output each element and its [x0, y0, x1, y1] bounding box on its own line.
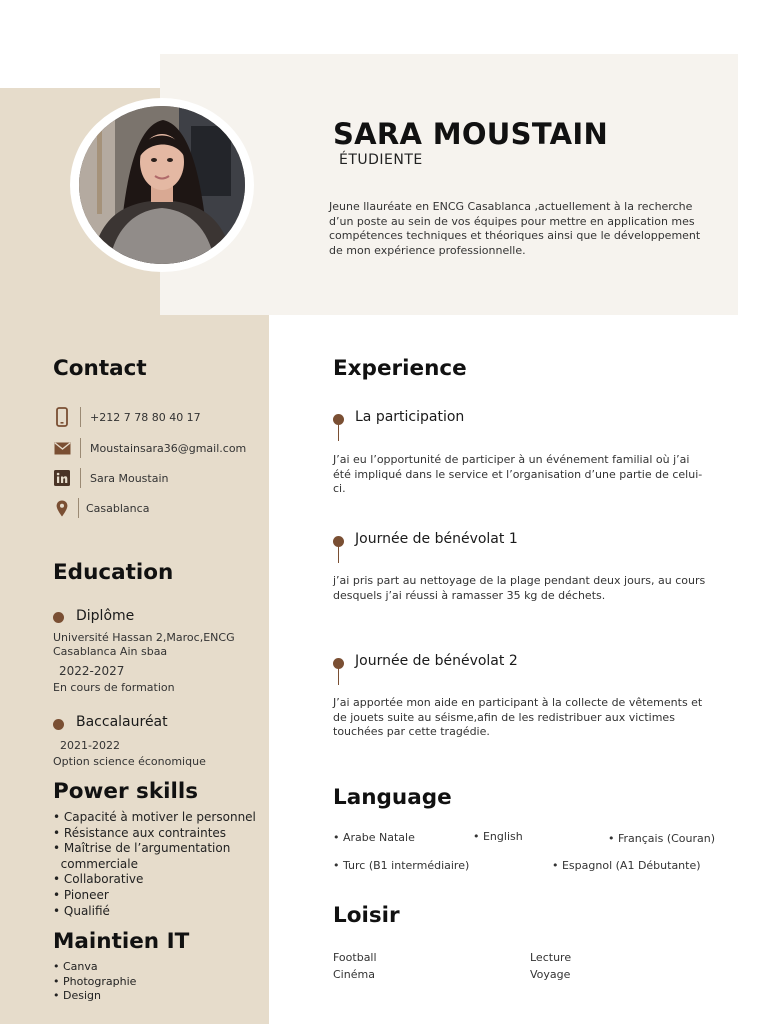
contact-divider — [78, 498, 79, 518]
experience-heading: Experience — [333, 356, 467, 381]
bullet-dot — [53, 719, 64, 730]
education-note: Option science économique — [53, 755, 206, 768]
hobby-item: Voyage — [530, 968, 571, 981]
language-item: • Français (Couran) — [608, 832, 716, 845]
list-item: • Résistance aux contraintes — [53, 825, 227, 840]
contact-linkedin-text: Sara Moustain — [90, 471, 169, 485]
profile-summary: Jeune llauréate en ENCG Casablanca ,actuellement à la recherche d’un poste au sein de vos équipes pour mettre en application mes compétences techniques et théoriques ainsi que le développement de mon expérience professionnelle. — [329, 200, 701, 257]
education-note: En cours de formation — [53, 681, 175, 694]
experience-item-description: j’ai pris part au nettoyage de la plage pendant deux jours, au cours desquels j’ai réussi à ramasser 35 kg de déchets. — [333, 574, 706, 602]
education-item-title: Baccalauréat — [76, 714, 168, 730]
phone-icon — [53, 407, 71, 427]
hobby-item: Cinéma — [333, 968, 375, 981]
contact-linkedin-row — [53, 467, 169, 489]
hobby-item: Lecture — [530, 951, 572, 964]
contact-divider — [80, 407, 81, 427]
maintien-it-heading: Maintien IT — [53, 929, 190, 954]
education-item-title: Diplôme — [76, 608, 135, 624]
loisir-heading: Loisir — [333, 903, 400, 928]
role-subtitle: ÉTUDIENTE — [339, 152, 423, 168]
education-years: 2021-2022 — [60, 739, 120, 752]
language-item: • Arabe Natale — [333, 831, 415, 844]
language-heading: Language — [333, 785, 452, 810]
mail-icon — [53, 438, 71, 458]
education-heading: Education — [53, 560, 174, 585]
list-item: • Collaborative — [53, 872, 144, 887]
maintien-it-list — [53, 960, 136, 1004]
list-item: • Maîtrise de l’argumentation — [53, 841, 231, 856]
language-item: • English — [473, 830, 523, 843]
power-skills-list — [53, 810, 256, 919]
contact-divider — [80, 438, 81, 458]
avatar — [79, 106, 245, 264]
experience-item-title: Journée de bénévolat 2 — [355, 653, 518, 669]
experience-item-description: J’ai eu l’opportunité de participer à un événement familial où j’ai été impliqué dans le service et l’organisation d’une partie de celui-ci. — [333, 453, 703, 495]
contact-email-text: Moustainsara36@gmail.com — [90, 441, 247, 455]
contact-heading: Contact — [53, 356, 147, 381]
list-item: • Photographie — [53, 974, 137, 988]
timeline-pin — [333, 658, 344, 685]
experience-item-description: J’ai apportée mon aide en participant à la collecte de vêtements et de jouets suite au séisme,afin de les redistribuer aux victimes touchées par cette tragédie. — [333, 696, 703, 738]
timeline-pin — [333, 536, 344, 563]
language-item: • Turc (B1 intermédiaire) — [333, 859, 470, 872]
hobby-item: Football — [333, 951, 377, 964]
timeline-pin — [333, 414, 344, 441]
list-item: • Capacité à motiver le personnel — [53, 810, 256, 824]
education-years: 2022-2027 — [59, 664, 125, 678]
list-item: • Qualifié — [53, 903, 110, 918]
portrait-illustration — [79, 106, 245, 264]
language-item: • Espagnol (A1 Débutante) — [552, 859, 701, 872]
contact-location-row — [53, 497, 149, 519]
location-pin-icon — [53, 498, 71, 518]
education-school-line: Université Hassan 2,Maroc,ENCG — [53, 631, 235, 644]
contact-phone-text: +212 7 78 80 40 17 — [90, 410, 201, 424]
contact-email-row — [53, 437, 246, 459]
contact-location-text: Casablanca — [86, 501, 150, 515]
contact-divider — [80, 468, 81, 488]
list-item: • Canva — [53, 960, 98, 973]
power-skills-heading: Power skills — [53, 779, 199, 804]
list-item: commerciale — [53, 856, 139, 871]
contact-phone-row — [53, 406, 201, 428]
page-title: SARA MOUSTAIN — [333, 117, 609, 151]
linkedin-icon — [53, 468, 71, 488]
experience-item-title: Journée de bénévolat 1 — [355, 531, 518, 547]
list-item: • Design — [53, 989, 101, 1002]
bullet-dot — [53, 612, 64, 623]
list-item: • Pioneer — [53, 887, 109, 902]
education-school-line: Casablanca Ain sbaa — [53, 645, 168, 658]
experience-item-title: La participation — [355, 409, 465, 425]
